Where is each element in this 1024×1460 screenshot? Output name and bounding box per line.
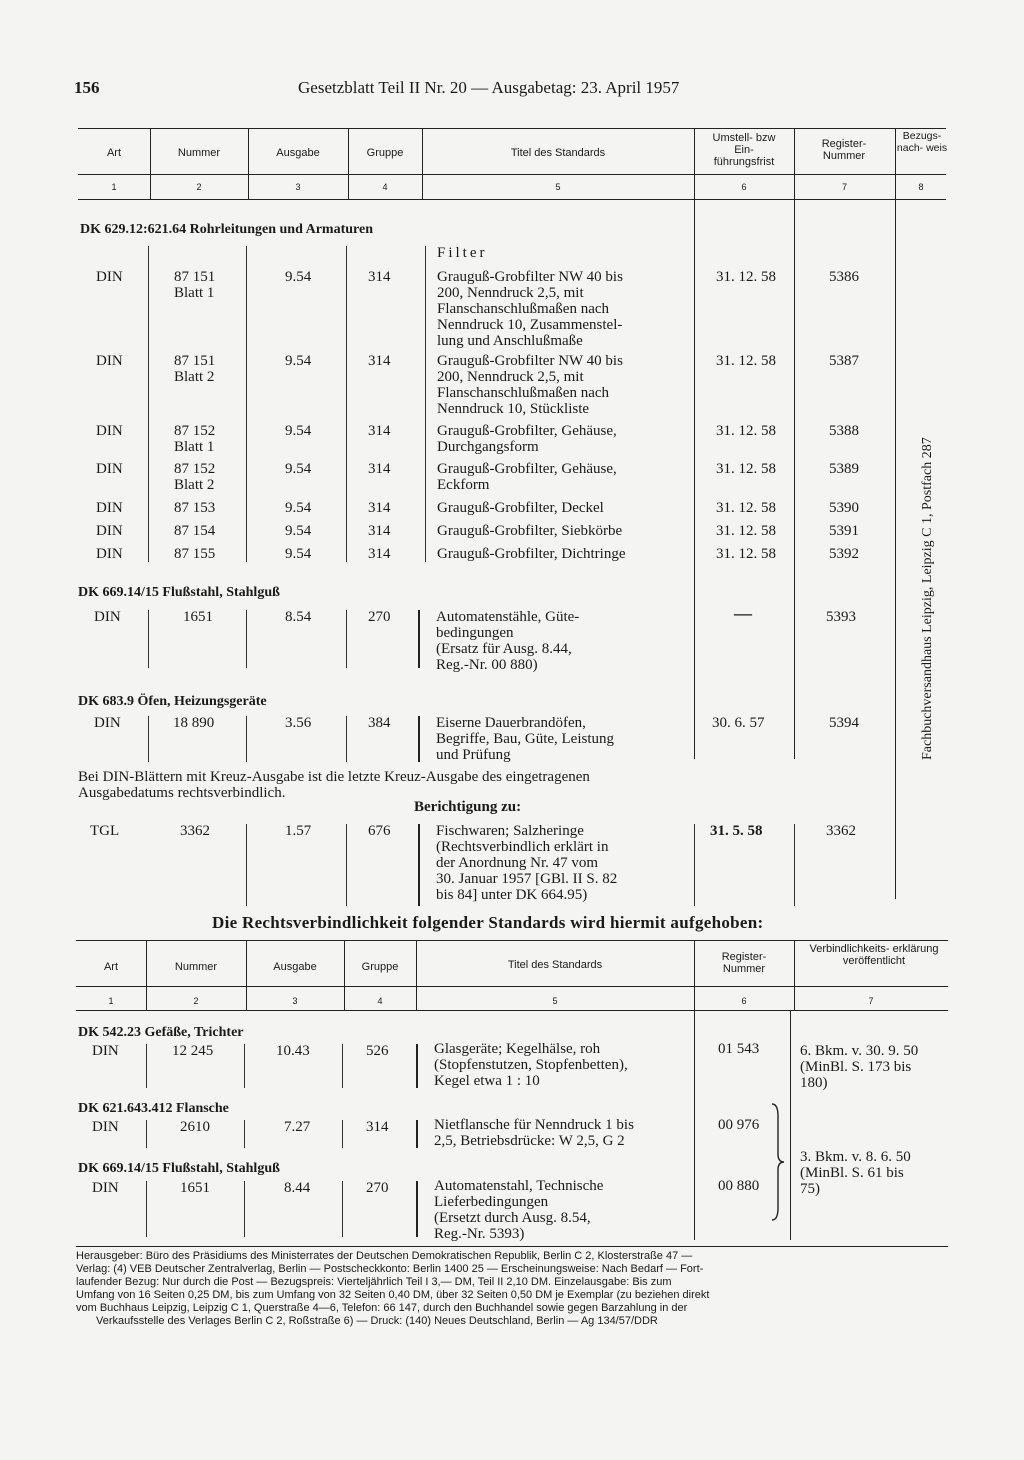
cell-art: DIN <box>96 546 123 562</box>
col-header-nummer: Nummer <box>177 147 221 159</box>
section-title-aufgehoben: Die Rechtsverbindlichkeit folgender Standards wird hiermit aufgehoben: <box>212 913 764 932</box>
cell-titel: (Ersatz für Ausg. 8.44, <box>436 641 572 657</box>
cell-nummer-blatt: Blatt 2 <box>174 369 215 385</box>
cell-titel: Flanschanschlußmaßen nach <box>437 301 610 317</box>
cell-nummer: 87 152 <box>174 461 216 477</box>
cell-titel: Glasgeräte; Kegelhälse, roh <box>434 1041 601 1057</box>
cell-ausgabe: 9.54 <box>285 500 312 516</box>
cell-titel: Grauguß-Grobfilter, Siebkörbe <box>437 523 623 539</box>
col-number: 2 <box>193 996 199 1006</box>
cell-veroeff-shared: 3. Bkm. v. 8. 6. 50 <box>800 1149 911 1165</box>
cell-veroeff: 180) <box>800 1075 828 1091</box>
col-header-art: Art <box>103 961 119 973</box>
col-header-register: Register- Nummer <box>821 138 867 162</box>
cell-nummer-blatt: Blatt 2 <box>174 477 215 493</box>
cell-titel: Nenndruck 10, Zusammenstel- <box>437 317 623 333</box>
berichtigung-label: Berichtigung zu: <box>414 799 522 815</box>
cell-nummer: 87 155 <box>174 546 216 562</box>
cell-register: 00 880 <box>718 1178 760 1194</box>
cell-nummer: 12 245 <box>172 1043 214 1059</box>
bracket-icon <box>770 1102 786 1222</box>
cell-ausgabe: 8.54 <box>285 609 312 625</box>
cell-art: DIN <box>94 715 121 731</box>
cell-frist: 31. 12. 58 <box>716 461 776 477</box>
col-number: 7 <box>868 996 874 1006</box>
cell-titel: Fischwaren; Salzheringe <box>436 823 584 839</box>
cell-nummer: 1651 <box>183 609 213 625</box>
cell-titel: Reg.-Nr. 5393) <box>434 1226 525 1242</box>
cell-nummer: 2610 <box>180 1119 210 1135</box>
cell-titel: lung und Anschlußmaße <box>437 333 583 349</box>
cell-ausgabe: 9.54 <box>285 423 312 439</box>
cell-art: DIN <box>96 461 123 477</box>
cell-titel: Reg.-Nr. 00 880) <box>436 657 538 673</box>
col-number: 1 <box>111 182 117 192</box>
cell-ausgabe: 8.44 <box>284 1180 311 1196</box>
cell-gruppe: 314 <box>368 500 391 516</box>
cell-titel: Grauguß-Grobfilter NW 40 bis <box>437 353 623 369</box>
col-header-gruppe: Gruppe <box>366 147 404 159</box>
cell-titel: 2,5, Betriebsdrücke: W 2,5, G 2 <box>434 1133 625 1149</box>
cell-veroeff-shared: (MinBl. S. 61 bis <box>800 1165 904 1181</box>
col-header-ausgabe: Ausgabe <box>273 961 317 973</box>
col-number: 6 <box>741 182 747 192</box>
col-number: 4 <box>382 182 388 192</box>
col-header-ausgabe: Ausgabe <box>276 147 320 159</box>
cell-titel: und Prüfung <box>436 747 511 763</box>
cell-titel: Automatenstähle, Güte- <box>436 609 580 625</box>
cell-titel: 200, Nenndruck 2,5, mit <box>437 285 584 301</box>
cell-gruppe: 314 <box>366 1119 389 1135</box>
cell-titel: Automatenstahl, Technische <box>434 1178 604 1194</box>
cell-titel: Nenndruck 10, Stückliste <box>437 401 590 417</box>
cell-gruppe: 314 <box>368 546 391 562</box>
cell-ausgabe: 3.56 <box>285 715 312 731</box>
cell-titel: Grauguß-Grobfilter NW 40 bis <box>437 269 623 285</box>
cell-nummer: 87 151 <box>174 269 216 285</box>
cell-register: 5394 <box>829 715 859 731</box>
imprint-line: laufender Bezug: Nur durch die Post — Bezugspreis: Vierteljährlich Teil I 3,— DM, Teil II 2,10 DM. Einzelausgabe: Bis zum <box>76 1276 672 1288</box>
imprint-line: Herausgeber: Büro des Präsidiums des Ministerrates der Deutschen Demokratischen Republik, Berlin C 2, Klosterstraße 47 — <box>76 1250 693 1262</box>
section-heading: DK 669.14/15 Flußstahl, Stahlguß <box>78 1161 280 1176</box>
cell-register: 01 543 <box>718 1041 760 1057</box>
cell-gruppe: 314 <box>368 353 391 369</box>
cell-titel: Durchgangsform <box>437 439 539 455</box>
cell-nummer: 1651 <box>180 1180 210 1196</box>
cell-titel: Nietflansche für Nenndruck 1 bis <box>434 1117 634 1133</box>
cell-titel: Begriffe, Bau, Güte, Leistung <box>436 731 615 747</box>
cell-register: 5388 <box>829 423 859 439</box>
cell-gruppe: 314 <box>368 523 391 539</box>
cell-gruppe: 314 <box>368 461 391 477</box>
imprint-line: vom Buchhaus Leipzig, Leipzig C 1, Querstraße 4—6, Telefon: 66 147, durch den Buchhandel sowie gegen Barzahlung in der <box>76 1302 688 1314</box>
cell-frist: 31. 12. 58 <box>716 546 776 562</box>
cell-register: 5392 <box>829 546 859 562</box>
cell-veroeff: 6. Bkm. v. 30. 9. 50 <box>800 1043 919 1059</box>
cell-titel: (Rechtsverbindlich erklärt in <box>436 839 609 855</box>
col-header-titel: Titel des Standards <box>507 959 603 971</box>
col-number: 5 <box>555 182 561 192</box>
note-text: Bei DIN-Blättern mit Kreuz-Ausgabe ist die letzte Kreuz-Ausgabe des eingetragenen <box>78 769 590 785</box>
imprint-line: Verkaufsstelle des Verlages Berlin C 2, Roßstraße 6) — Druck: (140) Neues Deutschland, Berlin — Ag 134/57/DDR <box>96 1315 658 1327</box>
col-number: 8 <box>918 182 924 192</box>
cell-titel: (Ersetzt durch Ausg. 8.54, <box>434 1210 591 1226</box>
cell-frist: 31. 12. 58 <box>716 523 776 539</box>
col-number: 4 <box>377 996 383 1006</box>
section-heading: DK 683.9 Öfen, Heizungsgeräte <box>78 694 267 709</box>
vertical-side-text: Fachbuchversandhaus Leipzig, Leipzig C 1, Postfach 287 <box>920 437 935 760</box>
cell-ausgabe: 9.54 <box>285 353 312 369</box>
cell-nummer: 3362 <box>180 823 210 839</box>
cell-register: 5386 <box>829 269 859 285</box>
cell-titel: Grauguß-Grobfilter, Gehäuse, <box>437 423 617 439</box>
cell-nummer: 18 890 <box>173 715 215 731</box>
cell-gruppe: 384 <box>368 715 391 731</box>
col-header-frist: Umstell- bzw Ein- führungsfrist <box>712 132 776 168</box>
cell-art: DIN <box>96 353 123 369</box>
cell-titel: Grauguß-Grobfilter, Deckel <box>437 500 604 516</box>
cell-titel: bedingungen <box>436 625 514 641</box>
cell-gruppe: 314 <box>368 423 391 439</box>
cell-frist: 31. 12. 58 <box>716 500 776 516</box>
col-number: 6 <box>741 996 747 1006</box>
section-heading: DK 542.23 Gefäße, Trichter <box>78 1025 244 1040</box>
cell-ausgabe: 7.27 <box>284 1119 311 1135</box>
col-header-art: Art <box>106 147 122 159</box>
cell-ausgabe: 9.54 <box>285 269 312 285</box>
cell-nummer-blatt: Blatt 1 <box>174 285 215 301</box>
imprint-line: Verlag: (4) VEB Deutscher Zentralverlag, Berlin — Postscheckkonto: Berlin 1400 25 — Erscheinungsweise: Nach Bedarf — Fort- <box>76 1263 704 1275</box>
col-number: 7 <box>841 182 847 192</box>
col-header-titel: Titel des Standards <box>510 147 606 159</box>
cell-art: DIN <box>96 423 123 439</box>
cell-titel: Flanschanschlußmaßen nach <box>437 385 610 401</box>
cell-register: 5390 <box>829 500 859 516</box>
cell-titel: 200, Nenndruck 2,5, mit <box>437 369 584 385</box>
cell-frist: — <box>734 603 752 623</box>
cell-register: 3362 <box>826 823 856 839</box>
col-number: 3 <box>292 996 298 1006</box>
cell-titel: Kegel etwa 1 : 10 <box>434 1073 540 1089</box>
col-header-veroeff: Verbindlichkeits- erklärung veröffentlicht <box>809 943 939 967</box>
cell-titel: (Stopfenstutzen, Stopfenbetten), <box>434 1057 628 1073</box>
col-number: 3 <box>295 182 301 192</box>
cell-frist: 31. 12. 58 <box>716 423 776 439</box>
cell-ausgabe: 10.43 <box>276 1043 310 1059</box>
cell-titel: Eiserne Dauerbrandöfen, <box>436 715 586 731</box>
cell-register: 5387 <box>829 353 859 369</box>
cell-nummer: 87 151 <box>174 353 216 369</box>
cell-ausgabe: 9.54 <box>285 523 312 539</box>
cell-ausgabe: 1.57 <box>285 823 312 839</box>
cell-frist: 30. 6. 57 <box>712 715 765 731</box>
cell-gruppe: 526 <box>366 1043 389 1059</box>
cell-titel: bis 84] unter DK 664.95) <box>436 887 588 903</box>
cell-titel: Grauguß-Grobfilter, Dichtringe <box>437 546 626 562</box>
cell-art: TGL <box>90 823 120 839</box>
cell-gruppe: 270 <box>366 1180 389 1196</box>
cell-art: DIN <box>96 523 123 539</box>
cell-ausgabe: 9.54 <box>285 546 312 562</box>
section-heading: DK 621.643.412 Flansche <box>78 1101 229 1116</box>
col-number: 1 <box>108 996 114 1006</box>
cell-gruppe: 314 <box>368 269 391 285</box>
cell-titel: Lieferbedingungen <box>434 1194 549 1210</box>
cell-art: DIN <box>96 500 123 516</box>
cell-gruppe: 270 <box>368 609 391 625</box>
cell-ausgabe: 9.54 <box>285 461 312 477</box>
cell-nummer: 87 153 <box>174 500 216 516</box>
col-header-nummer: Nummer <box>174 961 218 973</box>
cell-register: 5389 <box>829 461 859 477</box>
cell-register: 5391 <box>829 523 859 539</box>
group-label-filter: Filter <box>437 245 488 261</box>
cell-veroeff: (MinBl. S. 173 bis <box>800 1059 912 1075</box>
cell-frist: 31. 12. 58 <box>716 269 776 285</box>
section-heading: DK 629.12:621.64 Rohrleitungen und Armaturen <box>80 222 373 237</box>
col-number: 5 <box>552 996 558 1006</box>
cell-frist: 31. 5. 58 <box>710 823 763 839</box>
cell-frist: 31. 12. 58 <box>716 353 776 369</box>
section-heading: DK 669.14/15 Flußstahl, Stahlguß <box>78 585 280 600</box>
col-header-bezug: Bezugs- nach- weis <box>896 130 948 154</box>
col-header-register: Register- Nummer <box>721 951 767 975</box>
cell-nummer: 87 152 <box>174 423 216 439</box>
cell-titel: Eckform <box>437 477 490 493</box>
cell-gruppe: 676 <box>368 823 391 839</box>
page-title: Gesetzblatt Teil II Nr. 20 — Ausgabetag: 23. April 1957 <box>298 78 680 97</box>
cell-art: DIN <box>92 1043 119 1059</box>
cell-titel: der Anordnung Nr. 47 vom <box>436 855 599 871</box>
col-header-gruppe: Gruppe <box>361 961 399 973</box>
page-number: 156 <box>74 78 100 97</box>
cell-titel: 30. Januar 1957 [GBl. II S. 82 <box>436 871 618 887</box>
cell-register: 5393 <box>826 609 856 625</box>
cell-art: DIN <box>92 1180 119 1196</box>
cell-veroeff-shared: 75) <box>800 1181 820 1197</box>
cell-nummer-blatt: Blatt 1 <box>174 439 215 455</box>
cell-art: DIN <box>96 269 123 285</box>
imprint-line: Umfang von 16 Seiten 0,25 DM, bis zum Umfang von 32 Seiten 0,40 DM, über 32 Seiten 0,50 DM je Exemplar (zu beziehen direkt <box>76 1289 710 1301</box>
cell-art: DIN <box>92 1119 119 1135</box>
note-text: Ausgabedatums rechtsverbindlich. <box>78 785 286 801</box>
cell-register: 00 976 <box>718 1117 760 1133</box>
cell-nummer: 87 154 <box>174 523 216 539</box>
col-number: 2 <box>196 182 202 192</box>
cell-art: DIN <box>94 609 121 625</box>
cell-titel: Grauguß-Grobfilter, Gehäuse, <box>437 461 617 477</box>
